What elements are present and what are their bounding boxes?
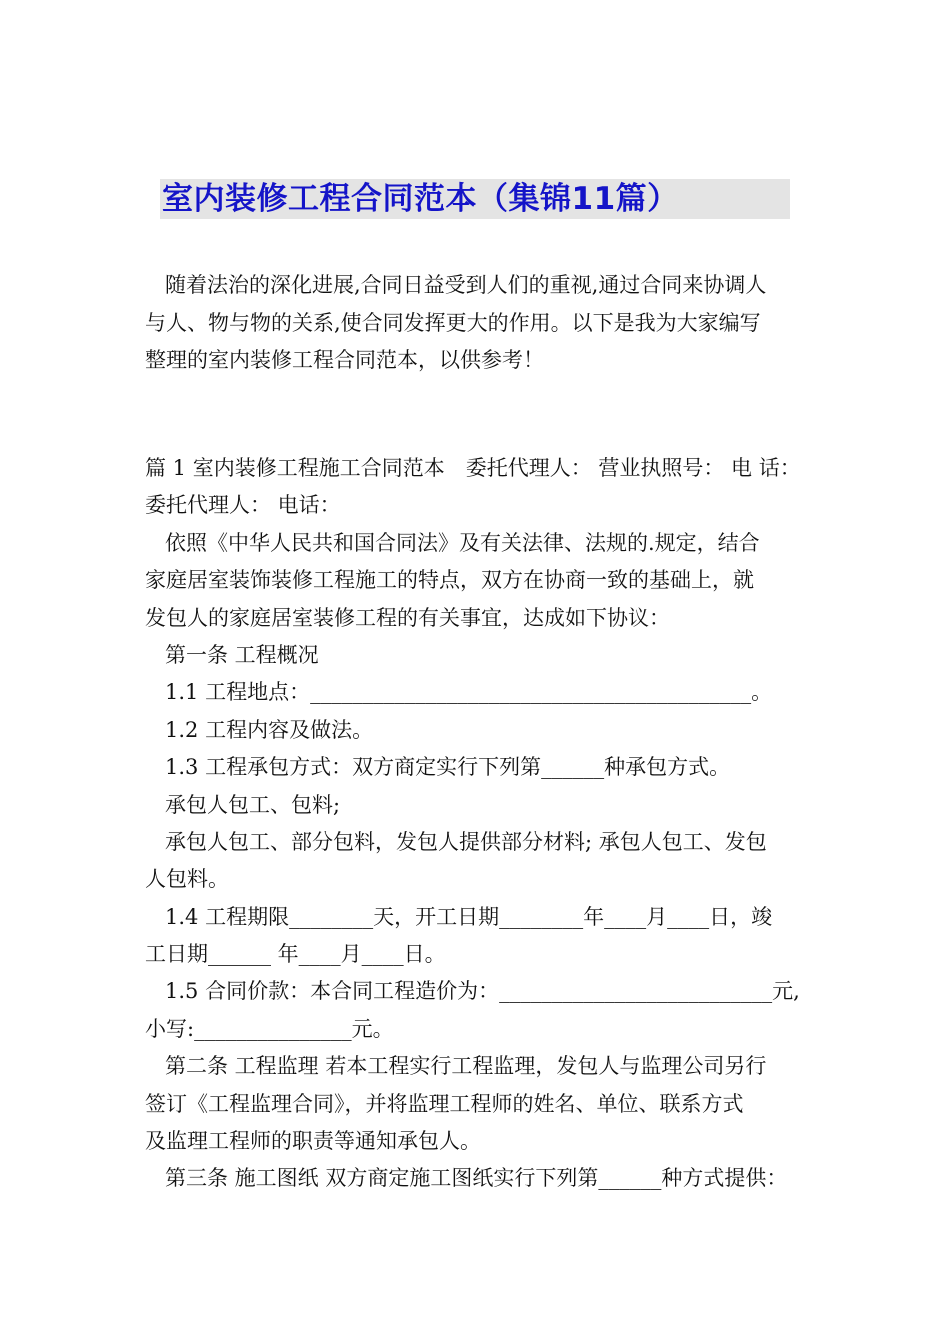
intro-line: 与人、物与物的关系,使合同发挥更大的作用。以下是我为大家编写 [145, 311, 761, 335]
document-title: 室内装修工程合同范本（集锦11篇） [162, 181, 679, 217]
body-line: 1.1 工程地点：__________________________________________。 [165, 680, 773, 704]
body-line: 1.4 工程期限________天，开工日期________年____月____日，竣 [165, 905, 773, 929]
body-line: 委托代理人： 电话： [145, 493, 341, 517]
body-line: 依照《中华人民共和国合同法》及有关法律、法规的.规定，结合 [165, 531, 760, 555]
body-line: 承包人包工、部分包料，发包人提供部分材料; 承包人包工、发包 [165, 830, 767, 854]
intro-line: 整理的室内装修工程合同范本，以供参考！ [145, 348, 544, 372]
body-line: 承包人包工、包料; [165, 793, 341, 817]
body-line: 篇 1 室内装修工程施工合同范本 委托代理人： 营业执照号： 电 话： [145, 456, 801, 480]
body-line: 小写:_______________元。 [145, 1017, 394, 1041]
body-line: 及监理工程师的职责等通知承包人。 [145, 1129, 481, 1153]
body-line: 第一条 工程概况 [165, 643, 319, 667]
body-line: 第二条 工程监理 若本工程实行工程监理，发包人与监理公司另行 [165, 1054, 767, 1078]
body-line: 家庭居室装饰装修工程施工的特点，双方在协商一致的基础上，就 [145, 568, 754, 592]
body-line: 1.2 工程内容及做法。 [165, 718, 374, 742]
title-highlight [160, 179, 790, 219]
body-line: 工日期______ 年____月____日。 [145, 942, 446, 966]
body-line: 发包人的家庭居室装修工程的有关事宜，达成如下协议： [145, 606, 670, 630]
body-line: 1.5 合同价款：本合同工程造价为：__________________________元, [165, 979, 800, 1003]
body-line: 1.3 工程承包方式：双方商定实行下列第______种承包方式。 [165, 755, 731, 779]
body-line: 签订《工程监理合同》，并将监理工程师的姓名、单位、联系方式 [145, 1092, 744, 1116]
body-line: 人包料。 [145, 867, 229, 891]
intro-line: 随着法治的深化进展,合同日益受到人们的重视,通过合同来协调人 [165, 273, 767, 297]
body-line: 第三条 施工图纸 双方商定施工图纸实行下列第______种方式提供： [165, 1166, 788, 1190]
